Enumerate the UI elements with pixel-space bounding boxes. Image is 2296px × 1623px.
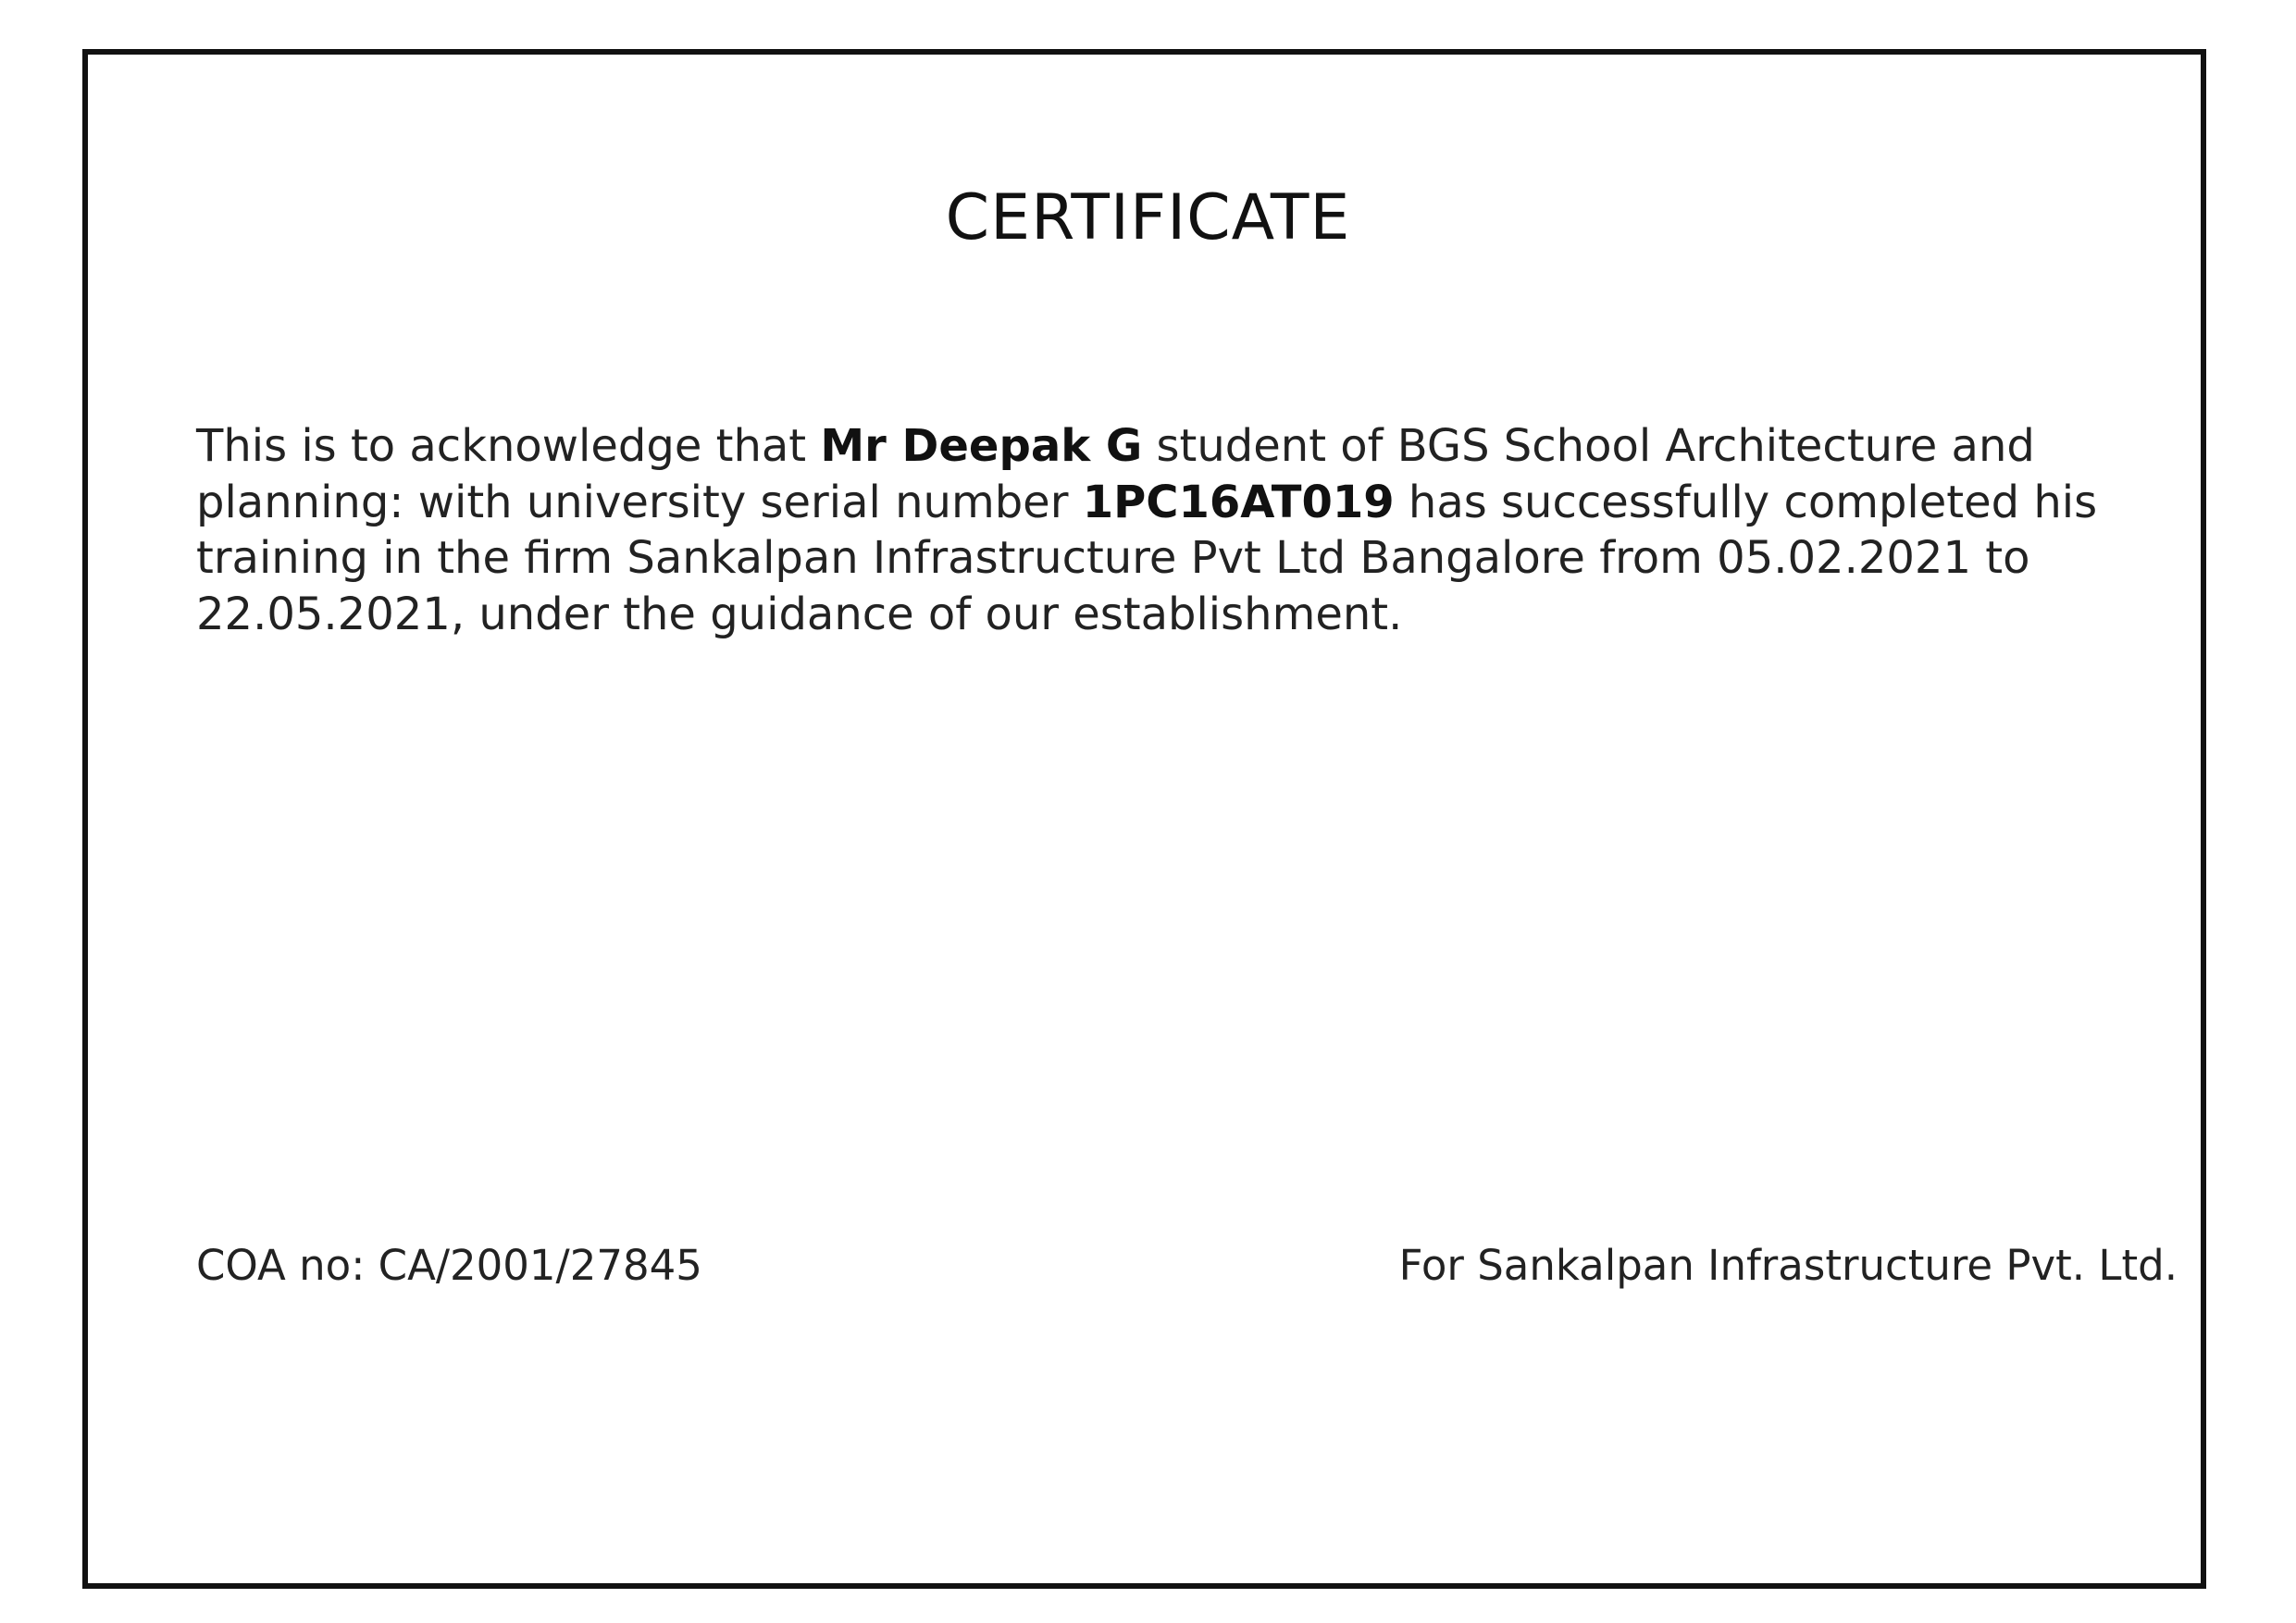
certificate-title: CERTIFICATE: [945, 181, 1351, 254]
university-serial-number: 1PC16AT019: [1082, 476, 1395, 528]
certificate-body: [196, 418, 2158, 642]
certificate-border: [82, 49, 2206, 1589]
body-text-part-3: has successfully completed his training in the firm Sankalpan Infrastructure Pvt Ltd Bangalore from 05.02.2021 to 22.05.2021, under the guidance of our establishment.: [196, 476, 2098, 640]
body-text-part-1: This is to acknowledge that: [196, 420, 821, 472]
firm-signature-line: For Sankalpan Infrastructure Pvt. Ltd.: [1398, 1241, 2178, 1290]
body-text-part-2: student of BGS School Architecture and planning: with university serial number: [196, 420, 2035, 528]
student-name: Mr Deepak G: [820, 420, 1143, 472]
coa-number: COA no: CA/2001/27845: [196, 1241, 702, 1290]
